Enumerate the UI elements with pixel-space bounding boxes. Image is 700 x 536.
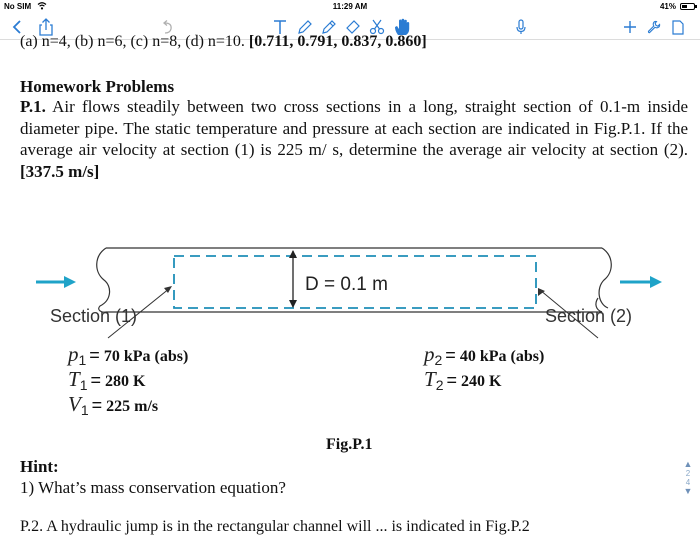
diameter-label: D = 0.1 m xyxy=(305,274,388,295)
pipe-left-break xyxy=(97,248,110,312)
diameter-arrow-head-bottom xyxy=(289,300,297,308)
page-number-current: 2 xyxy=(685,469,691,478)
section1-pressure: p1 = 70 kPa (abs) xyxy=(68,342,189,368)
previous-answer: [0.711, 0.791, 0.837, 0.860] xyxy=(248,33,427,50)
previous-problem-answers xyxy=(20,33,427,51)
section2-temperature: T2 = 240 K xyxy=(424,367,502,393)
page-up-icon[interactable]: ▲ xyxy=(683,459,693,469)
inlet-arrow-head xyxy=(64,276,76,288)
add-icon[interactable] xyxy=(622,18,638,36)
outlet-arrow-head xyxy=(650,276,662,288)
microphone-icon[interactable] xyxy=(514,18,528,36)
page-number-total: 4 xyxy=(685,478,691,487)
page-icon[interactable] xyxy=(670,18,686,36)
next-problem-line: P.2. A hydraulic jump is in the rectangular channel will ... is indicated in Fig.P.2 xyxy=(20,518,530,535)
section1-properties xyxy=(68,342,188,417)
hint-heading: Hint: xyxy=(20,457,59,476)
problem-text: Air flows steadily between two cross sections in a long, straight section of 0.1-m inside diameter pipe. The static temperature and pressure at each section are indicated in Fig.P.1. If the average air velocity at section (1) is 225 m/ s, determine the average air velocity at section (2). xyxy=(20,97,688,159)
status-bar xyxy=(0,0,700,14)
page-down-icon[interactable]: ▼ xyxy=(683,486,693,496)
status-time: 11:29 AM xyxy=(332,2,368,11)
battery-percent: 41% xyxy=(659,2,676,11)
section1-temperature: T1 = 280 K xyxy=(68,367,146,393)
problem-answer: [337.5 m/s] xyxy=(20,161,100,181)
homework-heading: Homework Problems xyxy=(20,77,175,96)
battery-icon xyxy=(680,3,695,10)
pipe-right-break xyxy=(599,248,611,308)
hint-item-1: 1) What’s mass conservation equation? xyxy=(20,478,286,497)
diameter-arrow-head-top xyxy=(289,250,297,258)
section2-label: Section (2) xyxy=(545,306,633,326)
section1-label: Section (1) xyxy=(50,306,138,326)
carrier-label: No SIM xyxy=(4,2,32,11)
section2-pressure: p2 = 40 kPa (abs) xyxy=(424,342,545,368)
previous-options: (a) n=4, (b) n=6, (c) n=8, (d) n=10. xyxy=(20,33,245,50)
figure-caption: Fig.P.1 xyxy=(326,436,373,453)
document-page xyxy=(0,33,700,535)
wrench-icon[interactable] xyxy=(646,18,662,36)
section2-properties xyxy=(424,342,544,392)
page-scroll-indicator[interactable] xyxy=(682,460,694,496)
problem-number: P.1. xyxy=(20,97,46,116)
problem-p1 xyxy=(20,96,688,182)
section1-velocity: V1 = 225 m/s xyxy=(68,392,159,418)
